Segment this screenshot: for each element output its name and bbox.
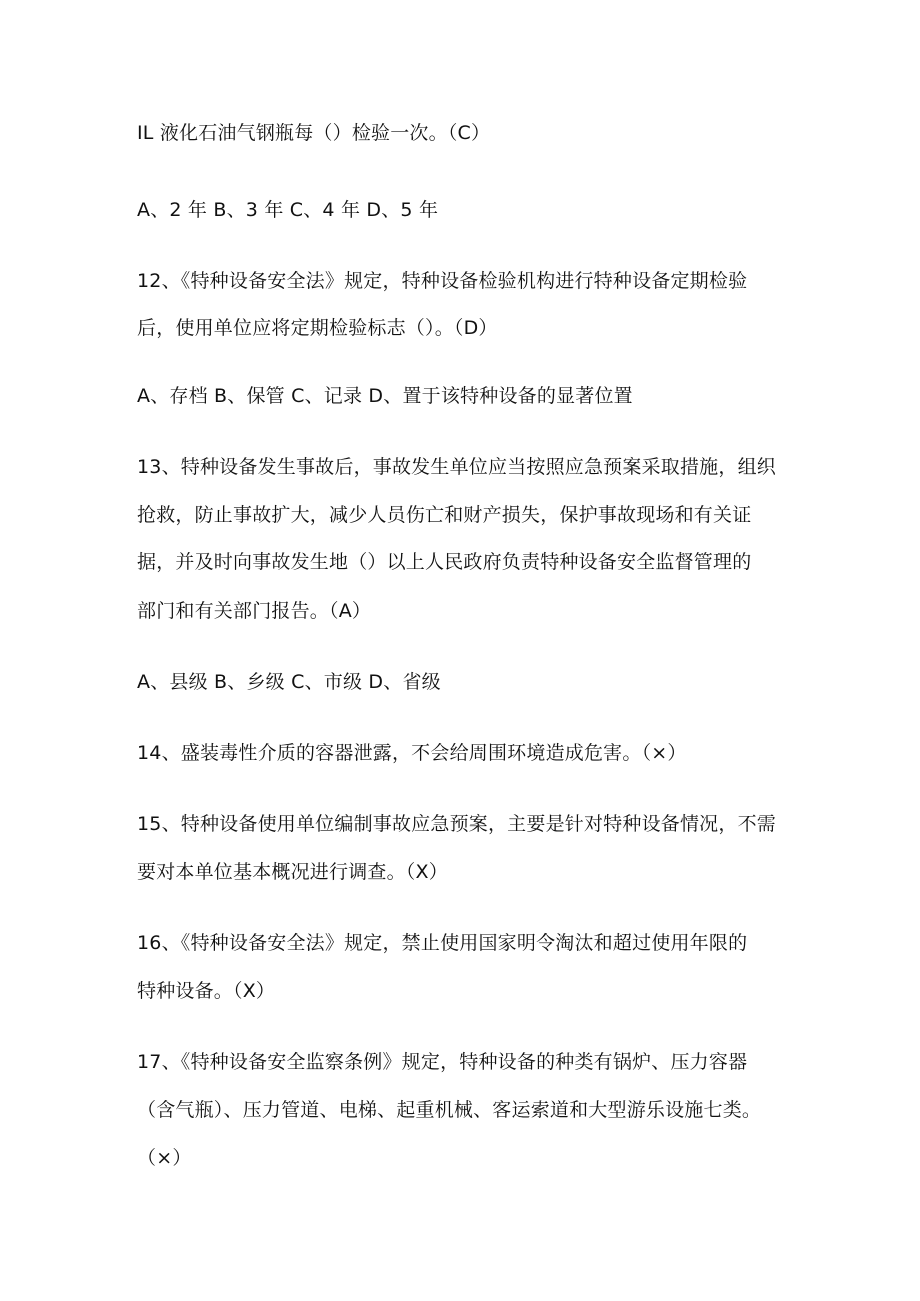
q16-question-line-1: 16、《特种设备安全法》规定，禁止使用国家明令淘汰和超过使用年限的 bbox=[137, 932, 748, 954]
q11-options: A、2 年 B、3 年 C、4 年 D、5 年 bbox=[137, 199, 439, 221]
q11-question: IL 液化石油气钢瓶每（）检验一次。（C） bbox=[137, 122, 491, 144]
q17-question-line-1: 17、《特种设备安全监察条例》规定，特种设备的种类有锅炉、压力容器 bbox=[137, 1051, 748, 1073]
q13-question-line-1: 13、特种设备发生事故后，事故发生单位应当按照应急预案采取措施，组织 bbox=[137, 456, 776, 478]
q15-question-line-1: 15、特种设备使用单位编制事故应急预案，主要是针对特种设备情况，不需 bbox=[137, 813, 776, 835]
q12-question-line-2: 后，使用单位应将定期检验标志（）。（D） bbox=[137, 317, 498, 339]
q13-question-line-4: 部门和有关部门报告。（A） bbox=[137, 600, 372, 622]
q17-question-line-3: （×） bbox=[137, 1147, 192, 1169]
q16-question-line-2: 特种设备。（X） bbox=[137, 980, 276, 1002]
q13-question-line-2: 抢救，防止事故扩大，减少人员伤亡和财产损失，保护事故现场和有关证 bbox=[137, 504, 752, 526]
q13-options: A、县级 B、乡级 C、市级 D、省级 bbox=[137, 671, 441, 693]
q17-question-line-2: （含气瓶）、压力管道、电梯、起重机械、客运索道和大型游乐设施七类。 bbox=[137, 1099, 762, 1121]
q12-question-line-1: 12、《特种设备安全法》规定，特种设备检验机构进行特种设备定期检验 bbox=[137, 270, 748, 292]
q12-options: A、存档 B、保管 C、记录 D、置于该特种设备的显著位置 bbox=[137, 385, 633, 407]
q13-question-line-3: 据，并及时向事故发生地（）以上人民政府负责特种设备安全监督管理的 bbox=[137, 551, 752, 573]
q15-question-line-2: 要对本单位基本概况进行调查。（X） bbox=[137, 861, 448, 883]
q14-question: 14、盛装毒性介质的容器泄露，不会给周围环境造成危害。（×） bbox=[137, 742, 687, 764]
